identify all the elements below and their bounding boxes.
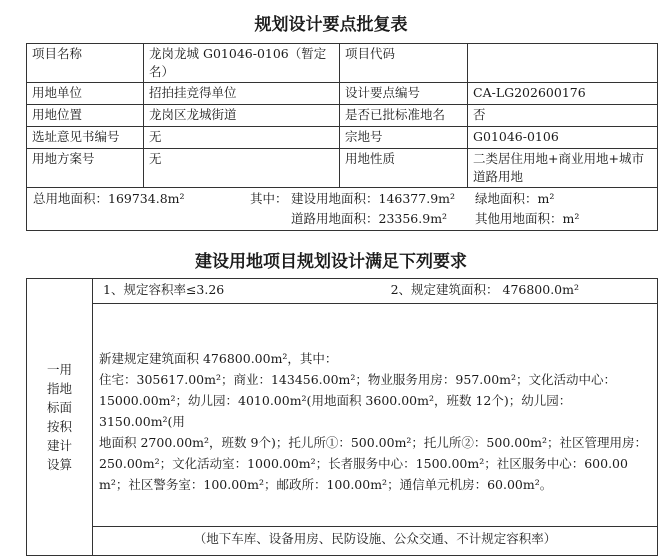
body-line: 250.00m²；文化活动室：1000.00m²；长者服务中心：1500.00m²；社区服务中心：600.00 [99,456,628,471]
value-project-code [468,44,658,83]
total-area: 总用地面积：169734.8m² [33,191,185,206]
label-land-plan: 用地方案号 [27,149,144,188]
value-design-code: CA-LG202600176 [468,83,658,105]
table-row [27,127,658,149]
value-site-opinion: 无 [144,127,340,149]
table-row [27,527,658,556]
value-land-location: 龙岗区龙城街道 [144,105,340,127]
project-info-table [26,43,658,231]
table-row [27,83,658,105]
label-project-code: 项目代码 [340,44,468,83]
value-place-name: 否 [468,105,658,127]
section-title: 建设用地项目规划设计满足下列要求 [195,252,467,272]
exclusion-note: （地下车库、设备用房、民防设施、公众交通、不计规定容积率） [93,527,658,556]
table-row [27,44,658,83]
label-site-opinion: 选址意见书编号 [27,127,144,149]
value-land-use: 二类居住用地+商业用地+城市道路用地 [468,149,658,188]
area-summary-row [27,188,658,231]
form-title: 规划设计要点批复表 [254,15,408,35]
gfa-limit: 2、规定建筑面积： 476800.0m² [390,282,579,297]
value-land-user: 招拍挂竞得单位 [144,83,340,105]
body-line: 15000.00m²；幼儿园：4010.00m²(用地面积 3600.00m²，班数 12个)；幼儿园：3150.00m²(用 [99,393,572,429]
gfa-breakdown [93,304,658,527]
value-project-name: 龙岗龙城 G01046-0106（暂定名） [144,44,340,83]
road-area: 道路用地面积：23356.9m² [291,211,448,226]
body-line: 住宅：305617.00m²；商业：143456.00m²；物业服务用房：957.00m²；文化活动中心： [99,372,617,387]
far-limit: 1、规定容积率≤3.26 [103,282,225,297]
label-place-name: 是否已批标准地名 [340,105,468,127]
body-line: 地面积 2700.00m²，班数 9个)；托儿所①：500.00m²；托儿所②：500.00m²；社区管理用房： [99,435,648,450]
label-design-code: 设计要点编号 [340,83,468,105]
green-area: 绿地面积：m² [475,191,555,206]
value-parcel-no: G01046-0106 [468,127,658,149]
value-land-plan: 无 [144,149,340,188]
other-area: 其他用地面积：m² [475,211,580,226]
table-row [27,105,658,127]
label-land-location: 用地位置 [27,105,144,127]
table-row [27,279,658,304]
label-land-use: 用地性质 [340,149,468,188]
body-line: m²；社区警务室：100.00m²；邮政所：100.00m²；通信单元机房：60.00m²。 [99,477,553,492]
table-row [27,149,658,188]
of-which-label: 其中： [250,191,288,206]
label-project-name: 项目名称 [27,44,144,83]
label-land-user: 用地单位 [27,83,144,105]
table-row [27,304,658,527]
label-parcel-no: 宗地号 [340,127,468,149]
construction-area: 建设用地面积：146377.9m² [291,191,456,206]
indicator-side-label: 一用指地标面按积建计设算 [27,279,93,556]
body-line: 新建规定建筑面积 476800.00m²，其中： [99,351,338,366]
requirements-table [26,278,658,556]
